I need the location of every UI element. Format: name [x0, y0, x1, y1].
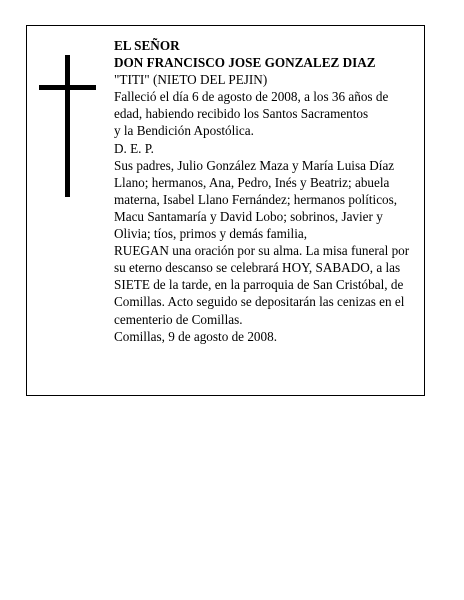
- death-statement-line: Falleció el día 6 de agosto de 2008, a los 36 años de: [114, 89, 389, 105]
- service-request-line: su eterno descanso se celebrará HOY, SABADO, a las: [114, 260, 401, 276]
- deceased-nickname: "TITI" (NIETO DEL PEJIN): [114, 72, 268, 88]
- family-line: Sus padres, Julio González Maza y María Luisa Díaz: [114, 157, 395, 173]
- service-request-line: cementerio de Comillas.: [114, 311, 243, 327]
- cross-vertical-bar: [65, 55, 70, 197]
- service-request-line: RUEGAN una oración por su alma. La misa funeral por: [114, 243, 410, 259]
- place-and-date: Comillas, 9 de agosto de 2008.: [114, 328, 277, 344]
- obituary-text: [114, 37, 420, 345]
- service-request-line: SIETE de la tarde, en la parroquia de San Cristóbal, de: [114, 277, 404, 293]
- rest-in-peace: D. E. P.: [114, 140, 154, 156]
- family-line: Macu Santamaría y David Lobo; sobrinos, Javier y: [114, 208, 383, 224]
- family-line: materna, Isabel Llano Fernández; hermanos políticos,: [114, 191, 398, 207]
- deceased-title: EL SEÑOR: [114, 38, 180, 53]
- deceased-name: DON FRANCISCO JOSE GONZALEZ DIAZ: [114, 55, 376, 71]
- cross-horizontal-bar: [39, 85, 96, 90]
- death-statement-line: y la Bendición Apostólica.: [114, 123, 254, 139]
- death-statement-line: edad, habiendo recibido los Santos Sacramentos: [114, 106, 369, 122]
- family-line: Llano; hermanos, Ana, Pedro, Inés y Beatriz; abuela: [114, 174, 390, 190]
- family-line: Olivia; tíos, primos y demás familia,: [114, 226, 308, 242]
- service-request-line: Comillas. Acto seguido se depositarán las cenizas en el: [114, 294, 405, 310]
